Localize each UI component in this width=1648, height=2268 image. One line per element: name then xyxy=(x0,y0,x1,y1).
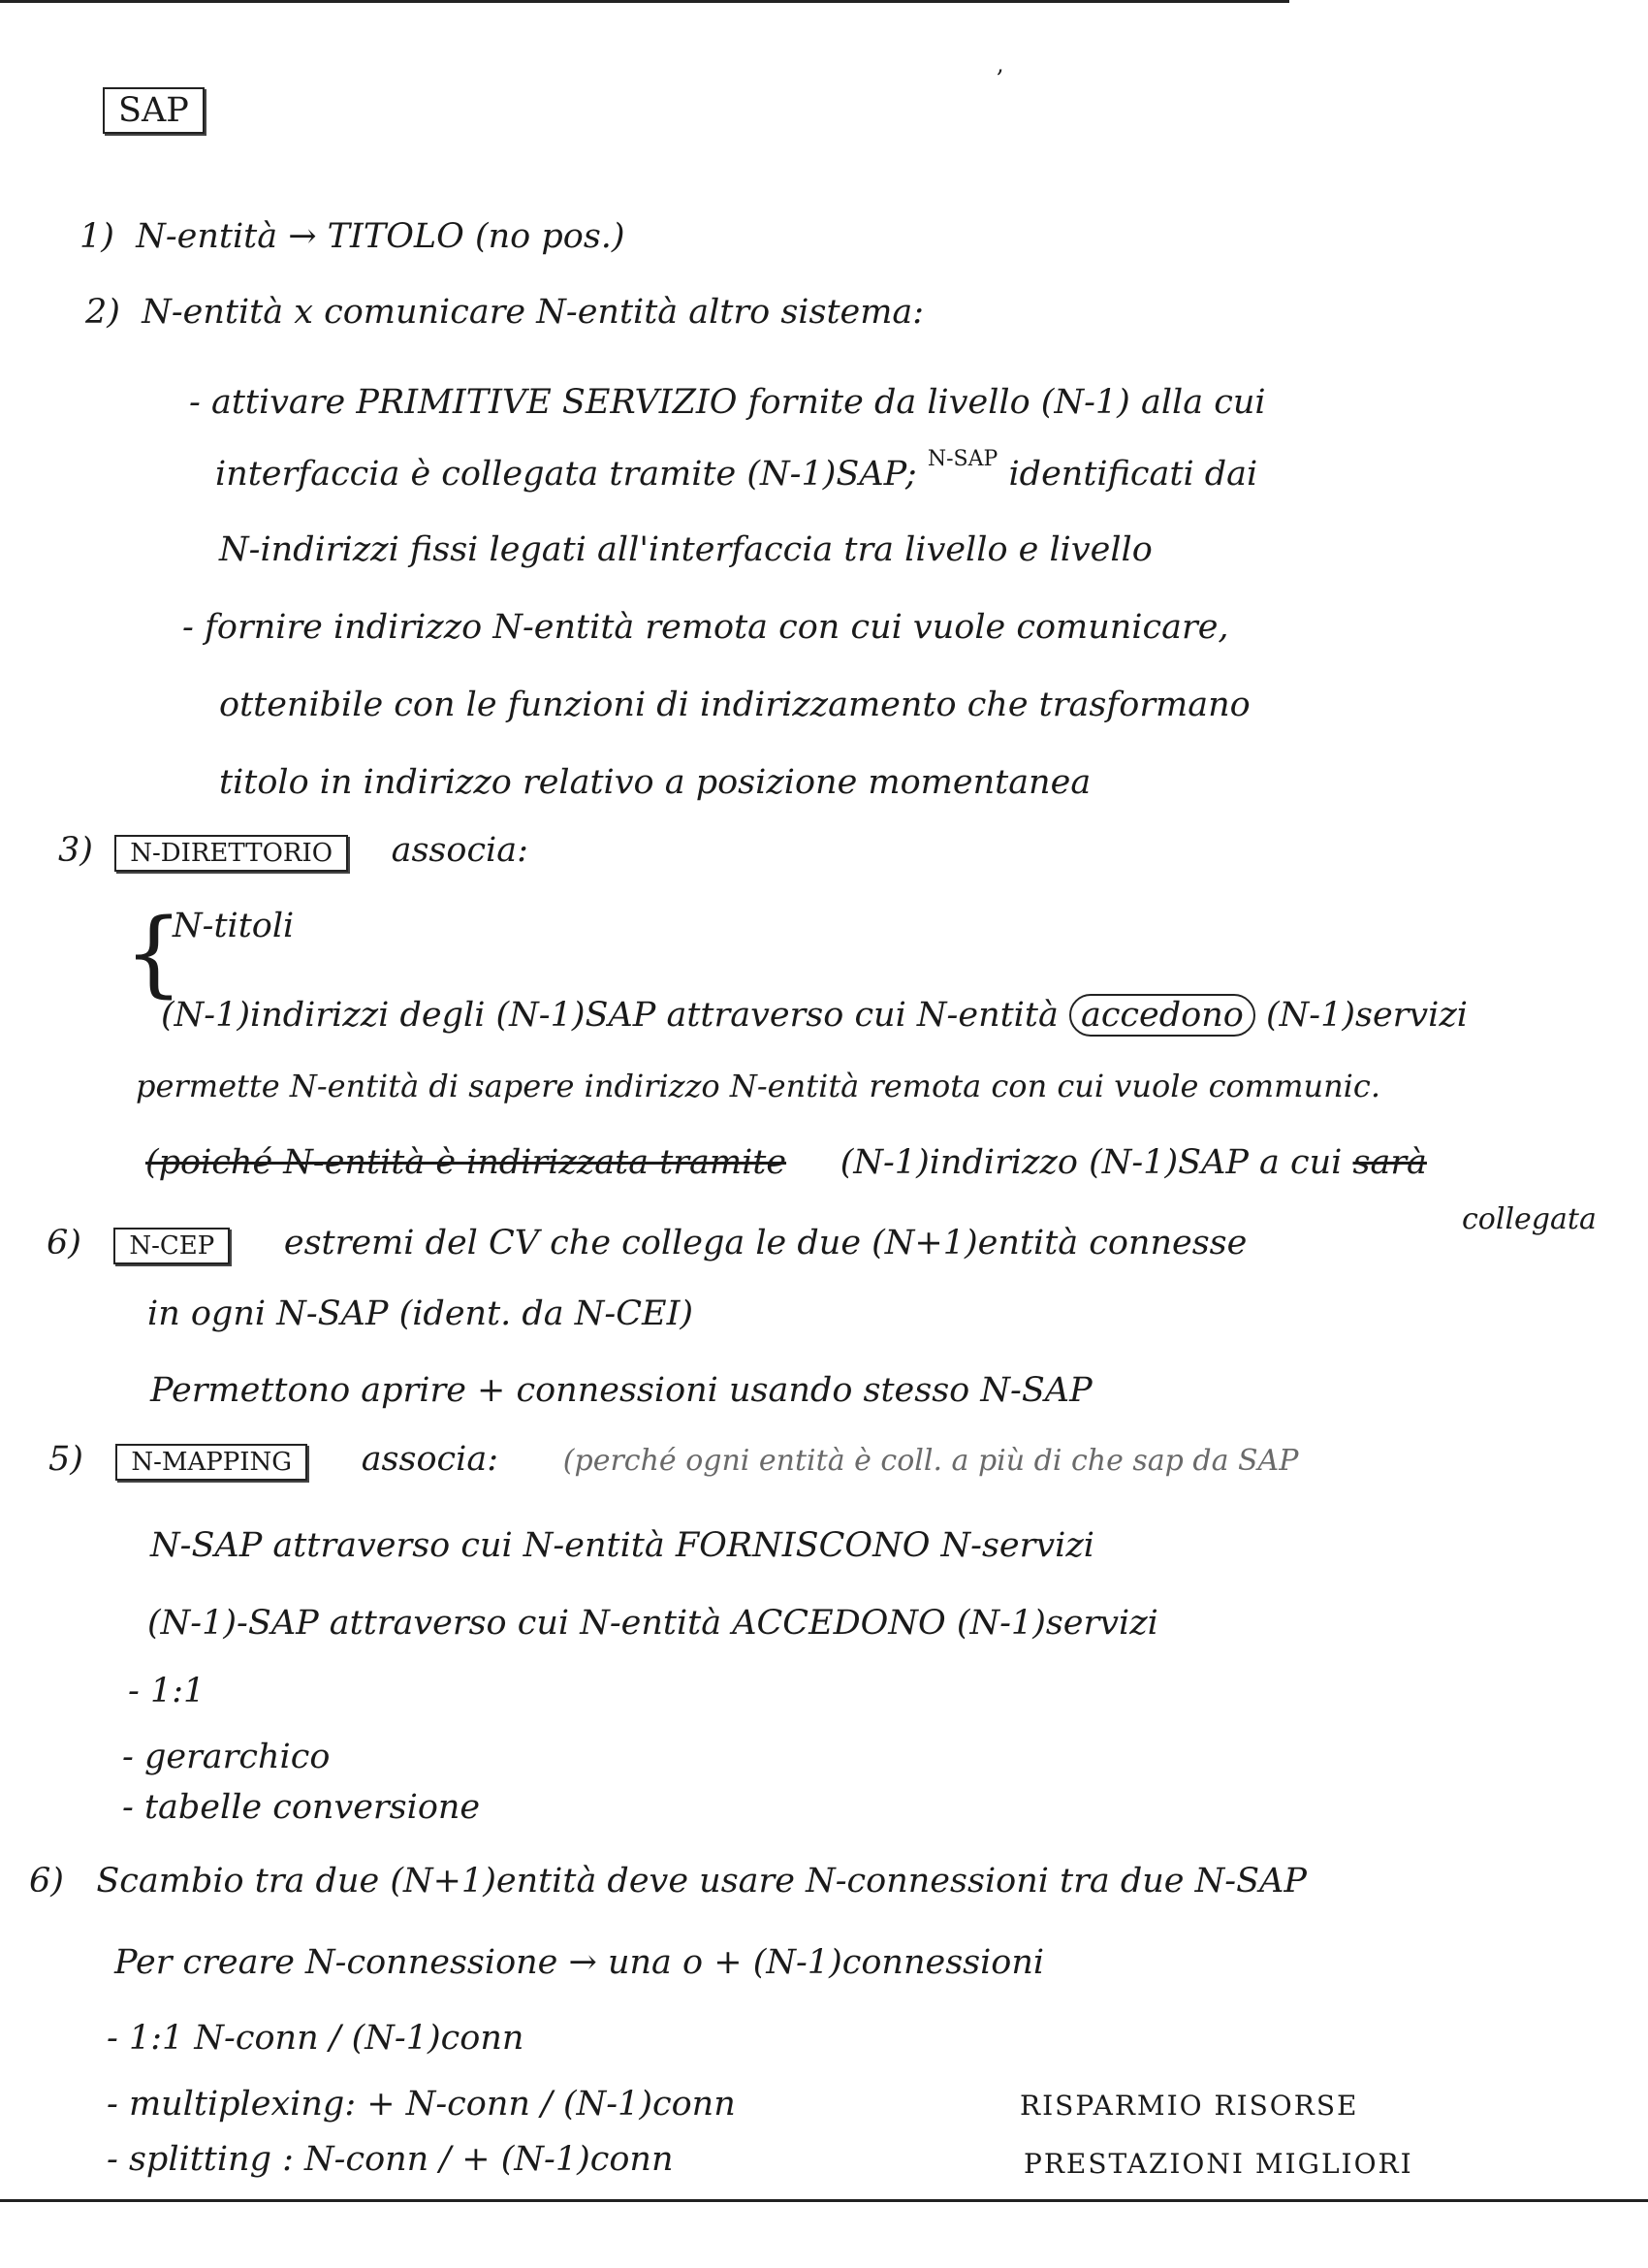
section-3-line-3: permette N-entità di sapere indirizzo N-entità remota con cui vuole communic. xyxy=(136,1068,1380,1104)
section-3-line-2: (N-1)indirizzi degli (N-1)SAP attraverso cui N-entità accedono (N-1)servizi xyxy=(161,996,1469,1035)
section-5-heading: 5) N-MAPPING associa: (perché ogni entità è coll. a più di che sap da SAP xyxy=(48,1440,1299,1479)
section-4-line-2: in ogni N-SAP (ident. da N-CEI) xyxy=(147,1294,694,1333)
section-2-bullet-2-line-2: ottenibile con le funzioni di indirizzamento che trasformano xyxy=(219,686,1251,724)
section-5-item-3: - tabelle conversione xyxy=(122,1788,481,1827)
section-5-item-1: - 1:1 xyxy=(128,1672,206,1710)
brace-glyph: { xyxy=(124,899,184,1007)
section-6-note-2: PRESTAZIONI MIGLIORI xyxy=(1024,2148,1413,2180)
section-4-heading: 6) N-CEP estremi del CV che collega le due (N+1)entità connesse xyxy=(47,1224,1248,1262)
page-title: SAP xyxy=(103,89,205,132)
section-5-line-1: N-SAP attraverso cui N-entità FORNISCONO N-servizi xyxy=(150,1526,1094,1565)
bottom-rule xyxy=(0,2199,1648,2202)
section-6-heading: 6) Scambio tra due (N+1)entità deve usare N-connessioni tra due N-SAP xyxy=(29,1862,1307,1901)
section-2-bullet-2-line-1: - fornire indirizzo N-entità remota con cui vuole comunicare, xyxy=(182,608,1229,647)
section-5-line-2: (N-1)-SAP attraverso cui N-entità ACCEDONO (N-1)servizi xyxy=(147,1604,1158,1643)
section-1: 1) N-entità → TITOLO (no pos.) xyxy=(79,217,625,256)
section-3-line-4: (poiché N-entità è indirizzata tramite (N-1)indirizzo (N-1)SAP a cui sarà xyxy=(145,1143,1427,1182)
section-3-line-1: N-titoli xyxy=(173,907,295,945)
section-6-note-1: RISPARMIO RISORSE xyxy=(1020,2090,1359,2122)
section-6-line-4: - multiplexing: + N-conn / (N-1)conn xyxy=(107,2085,736,2124)
section-6-line-2: Per creare N-connessione → una o + (N-1)connessioni xyxy=(114,1943,1045,1982)
section-4-line-3: Permettono aprire + connessioni usando stesso N-SAP xyxy=(150,1371,1093,1410)
section-2-bullet-1-line-2: interfaccia è collegata tramite (N-1)SAP; $^{N-SAP}$ identificati dai xyxy=(215,447,1258,494)
section-6-line-3: - 1:1 N-conn / (N-1)conn xyxy=(107,2019,524,2058)
section-2-bullet-1-line-3: N-indirizzi fissi legati all'interfaccia tra livello e livello xyxy=(219,530,1153,569)
section-2-bullet-1-line-1: - attivare PRIMITIVE SERVIZIO fornite da livello (N-1) alla cui xyxy=(189,383,1266,422)
section-5-item-2: - gerarchico xyxy=(122,1738,331,1776)
section-3-line-5: collegata xyxy=(1462,1202,1597,1236)
section-2-heading: 2) N-entità x comunicare N-entità altro sistema: xyxy=(85,293,925,332)
section-3-heading: 3) N-DIRETTORIO associa: xyxy=(58,831,528,870)
stray-mark: , xyxy=(997,50,1004,78)
top-rule xyxy=(0,0,1289,3)
section-6-line-5: - splitting : N-conn / + (N-1)conn xyxy=(107,2140,674,2179)
section-2-bullet-2-line-3: titolo in indirizzo relativo a posizione momentanea xyxy=(219,763,1092,802)
